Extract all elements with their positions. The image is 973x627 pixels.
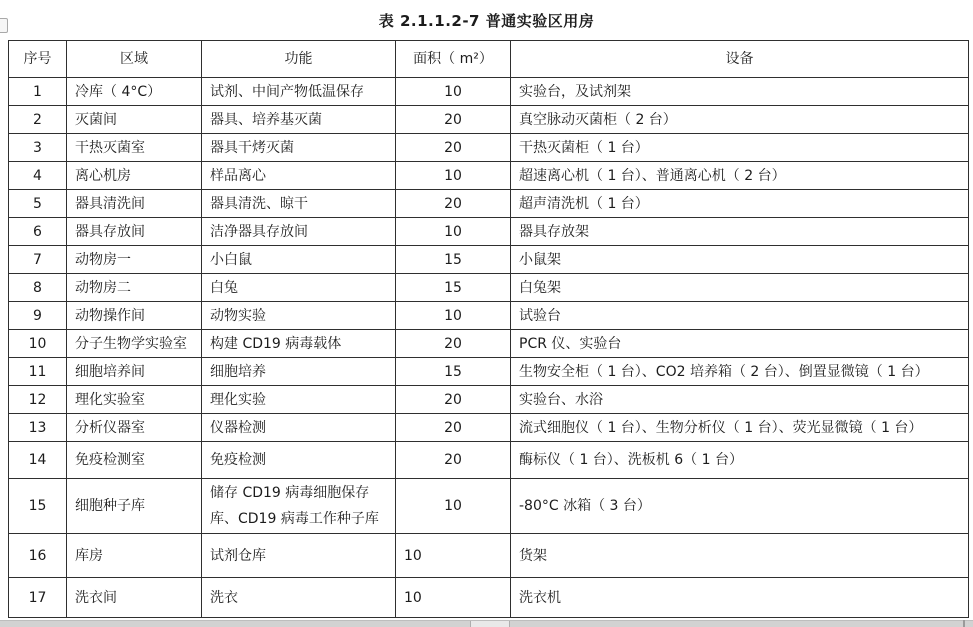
cell-function: 器具干烤灭菌 bbox=[202, 134, 396, 162]
cell-equipment: 器具存放架 bbox=[511, 218, 969, 246]
cell-size: 10 bbox=[396, 78, 511, 106]
table-title: 表 2.1.1.2-7 普通实验区用房 bbox=[378, 12, 595, 30]
table-row bbox=[9, 479, 969, 534]
table-row bbox=[9, 330, 969, 358]
cell-size: 10 bbox=[396, 534, 511, 578]
cell-equipment: 生物安全柜（ 1 台）、CO2 培养箱（ 2 台）、倒置显微镜（ 1 台） bbox=[511, 358, 969, 386]
col-header-area: 区域 bbox=[67, 41, 202, 78]
cell-area: 冷库（ 4°C） bbox=[67, 78, 202, 106]
table-row bbox=[9, 534, 969, 578]
lab-rooms-table bbox=[8, 40, 969, 618]
cell-size: 10 bbox=[396, 578, 511, 618]
cell-size: 10 bbox=[396, 479, 511, 534]
cell-equipment: 真空脉动灭菌柜（ 2 台） bbox=[511, 106, 969, 134]
cell-equipment: PCR 仪、实验台 bbox=[511, 330, 969, 358]
cell-no: 11 bbox=[9, 358, 67, 386]
cell-equipment: 实验台、水浴 bbox=[511, 386, 969, 414]
cell-function: 动物实验 bbox=[202, 302, 396, 330]
cell-equipment: 试验台 bbox=[511, 302, 969, 330]
cell-size: 20 bbox=[396, 106, 511, 134]
cell-size: 20 bbox=[396, 190, 511, 218]
cell-size: 15 bbox=[396, 274, 511, 302]
cell-area: 动物操作间 bbox=[67, 302, 202, 330]
cell-size: 20 bbox=[396, 330, 511, 358]
cell-no: 17 bbox=[9, 578, 67, 618]
cell-no: 12 bbox=[9, 386, 67, 414]
table-row bbox=[9, 386, 969, 414]
col-header-no: 序号 bbox=[9, 41, 67, 78]
cell-function: 洗衣 bbox=[202, 578, 396, 618]
cell-area: 干热灭菌室 bbox=[67, 134, 202, 162]
cell-function: 储存 CD19 病毒细胞保存库、CD19 病毒工作种子库 bbox=[202, 479, 396, 534]
table-row bbox=[9, 190, 969, 218]
cell-no: 7 bbox=[9, 246, 67, 274]
cell-area: 细胞培养间 bbox=[67, 358, 202, 386]
cell-function: 试剂、中间产物低温保存 bbox=[202, 78, 396, 106]
cell-no: 5 bbox=[9, 190, 67, 218]
cell-area: 器具清洗间 bbox=[67, 190, 202, 218]
cell-function: 仪器检测 bbox=[202, 414, 396, 442]
cell-equipment: 超速离心机（ 1 台）、普通离心机（ 2 台） bbox=[511, 162, 969, 190]
table-row bbox=[9, 358, 969, 386]
cell-area: 细胞种子库 bbox=[67, 479, 202, 534]
table-row bbox=[9, 302, 969, 330]
table-row bbox=[9, 246, 969, 274]
col-header-equipment: 设备 bbox=[511, 41, 969, 78]
table-row bbox=[9, 162, 969, 190]
cell-no: 13 bbox=[9, 414, 67, 442]
cell-area: 离心机房 bbox=[67, 162, 202, 190]
table-row bbox=[9, 274, 969, 302]
cell-size: 10 bbox=[396, 162, 511, 190]
cell-no: 2 bbox=[9, 106, 67, 134]
cell-area: 分子生物学实验室 bbox=[67, 330, 202, 358]
cell-function: 白兔 bbox=[202, 274, 396, 302]
cell-function: 试剂仓库 bbox=[202, 534, 396, 578]
table-row bbox=[9, 134, 969, 162]
cell-area: 库房 bbox=[67, 534, 202, 578]
cell-size: 15 bbox=[396, 358, 511, 386]
cell-size: 20 bbox=[396, 414, 511, 442]
cell-function: 小白鼠 bbox=[202, 246, 396, 274]
cell-function: 细胞培养 bbox=[202, 358, 396, 386]
cell-size: 20 bbox=[396, 442, 511, 479]
cell-equipment: 超声清洗机（ 1 台） bbox=[511, 190, 969, 218]
table-row bbox=[9, 106, 969, 134]
cell-function: 免疫检测 bbox=[202, 442, 396, 479]
cell-no: 9 bbox=[9, 302, 67, 330]
cell-equipment: 干热灭菌柜（ 1 台） bbox=[511, 134, 969, 162]
cell-equipment: 货架 bbox=[511, 534, 969, 578]
cell-size: 20 bbox=[396, 386, 511, 414]
cell-no: 15 bbox=[9, 479, 67, 534]
bottom-center-widget bbox=[470, 621, 510, 627]
cell-size: 10 bbox=[396, 218, 511, 246]
bottom-right-mark bbox=[963, 620, 965, 627]
cell-equipment: 实验台，及试剂架 bbox=[511, 78, 969, 106]
cell-area: 器具存放间 bbox=[67, 218, 202, 246]
table-row bbox=[9, 218, 969, 246]
cell-function: 构建 CD19 病毒载体 bbox=[202, 330, 396, 358]
table-row bbox=[9, 442, 969, 479]
cell-equipment: 洗衣机 bbox=[511, 578, 969, 618]
cell-area: 动物房二 bbox=[67, 274, 202, 302]
cell-equipment: 流式细胞仪（ 1 台）、生物分析仪（ 1 台）、荧光显微镜（ 1 台） bbox=[511, 414, 969, 442]
table-row bbox=[9, 78, 969, 106]
cell-equipment: 酶标仪（ 1 台）、洗板机 6（ 1 台） bbox=[511, 442, 969, 479]
cell-equipment: 白兔架 bbox=[511, 274, 969, 302]
cell-no: 16 bbox=[9, 534, 67, 578]
cell-area: 分析仪器室 bbox=[67, 414, 202, 442]
cell-no: 3 bbox=[9, 134, 67, 162]
cell-no: 1 bbox=[9, 78, 67, 106]
cell-size: 10 bbox=[396, 302, 511, 330]
table-row bbox=[9, 414, 969, 442]
cell-function: 器具清洗、晾干 bbox=[202, 190, 396, 218]
cell-function: 洁净器具存放间 bbox=[202, 218, 396, 246]
cell-equipment: 小鼠架 bbox=[511, 246, 969, 274]
cell-function: 样品离心 bbox=[202, 162, 396, 190]
cell-area: 理化实验室 bbox=[67, 386, 202, 414]
cell-size: 15 bbox=[396, 246, 511, 274]
cell-equipment: -80°C 冰箱（ 3 台） bbox=[511, 479, 969, 534]
cell-area: 免疫检测室 bbox=[67, 442, 202, 479]
table-row bbox=[9, 578, 969, 618]
cell-no: 10 bbox=[9, 330, 67, 358]
header-row bbox=[9, 41, 969, 78]
cell-area: 动物房一 bbox=[67, 246, 202, 274]
cell-no: 8 bbox=[9, 274, 67, 302]
cell-no: 6 bbox=[9, 218, 67, 246]
cell-function: 理化实验 bbox=[202, 386, 396, 414]
cell-function: 器具、培养基灭菌 bbox=[202, 106, 396, 134]
col-header-size: 面积（ m²） bbox=[396, 41, 511, 78]
col-header-function: 功能 bbox=[202, 41, 396, 78]
cell-no: 14 bbox=[9, 442, 67, 479]
cell-size: 20 bbox=[396, 134, 511, 162]
cell-area: 洗衣间 bbox=[67, 578, 202, 618]
cell-area: 灭菌间 bbox=[67, 106, 202, 134]
cell-no: 4 bbox=[9, 162, 67, 190]
